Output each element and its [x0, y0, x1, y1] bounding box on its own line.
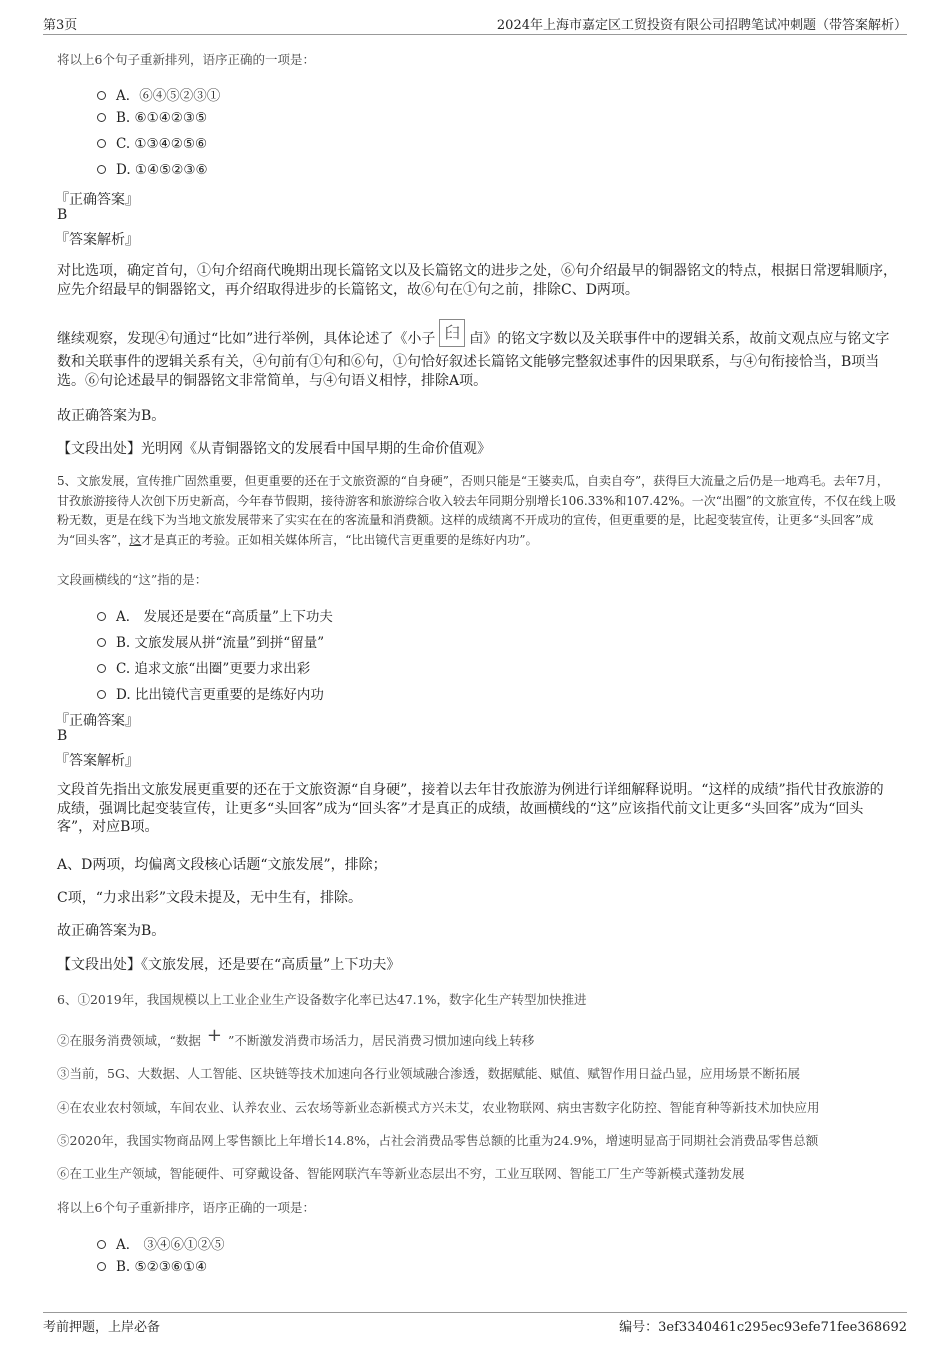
q4-analysis-label: 『答案解析』 — [55, 232, 139, 248]
q5-option-b[interactable]: B. 文旅发展从拼“流量”到拼“留量” — [97, 631, 324, 651]
q4-analysis-2: 继续观察，发现④句通过“比如”进行举例，具体论述了《小子 𦥑 卣》的铭文字数以及关联事件中的逻辑关系，故前文观点应与铭文字数和关联事件的逻辑关系有关，④句前有①句和⑥句，①句恰好叙述长篇铭文能够完整叙述事件的因果联系，与④句衔接恰当，B项当选。⑥句论述最早的铜器铭文非常简单，与④句语义相悖，排除A项。 — [57, 325, 897, 390]
q5-option-d[interactable]: D. 比出镜代言更重要的是练好内功 — [97, 683, 324, 703]
q4-answer: B — [57, 207, 68, 223]
radio-icon[interactable] — [97, 113, 106, 122]
q4-analysis-1: 对比选项，确定首句，①句介绍商代晚期出现长篇铭文以及长篇铭文的进步之处，⑥句介绍最早的铜器铭文的特点，根据日常逻辑顺序，应先介绍最早的铜器铭文，再介绍取得进步的长篇铭文，故⑥句在①句之前，排除C、D两项。 — [57, 263, 897, 298]
q4-option-b[interactable]: B. ⑥①④②③⑤ — [97, 110, 207, 126]
q5-analysis-3: C项，“力求出彩”文段未提及，无中生有，排除。 — [57, 890, 363, 906]
radio-icon[interactable] — [97, 612, 106, 621]
q4-option-d[interactable]: D. ①④⑤②③⑥ — [97, 162, 208, 178]
q6-sentence-6: ⑥在工业生产领域，智能硬件、可穿戴设备、智能网联汽车等新业态层出不穷，工业互联网、智能工厂生产等新模式蓬勃发展 — [57, 1166, 745, 1181]
page-header — [43, 12, 907, 35]
footer-id: 编号：3ef3340461c295ec93efe71fee368692 — [619, 1320, 907, 1335]
q6-sentence-4: ④在农业农村领域，车间农业、认养农业、云农场等新业态新模式方兴未艾，农业物联网、病虫害数字化防控、智能育种等新技术加快应用 — [57, 1100, 820, 1115]
q5-answer: B — [57, 728, 68, 744]
q5-analysis-4: 故正确答案为B。 — [57, 923, 166, 939]
q6-prompt: 将以上6个句子重新排序，语序正确的一项是： — [57, 1200, 315, 1215]
radio-icon[interactable] — [97, 91, 106, 100]
rare-character-image: 𦥑 — [439, 319, 465, 347]
radio-icon[interactable] — [97, 638, 106, 647]
radio-icon[interactable] — [97, 139, 106, 148]
q5-prompt: 文段画横线的“这”指的是： — [57, 572, 208, 587]
q5-source: 【文段出处】《文旅发展，还是要在“高质量”上下功夫》 — [57, 957, 401, 973]
page-footer — [43, 1312, 907, 1337]
footer-slogan: 考前押题，上岸必备 — [43, 1320, 161, 1335]
q6-option-b[interactable]: B. ⑤②③⑥①④ — [97, 1259, 207, 1275]
q5-option-a[interactable]: A． 发展还是要在“高质量”上下功夫 — [97, 605, 333, 625]
q4-answer-label: 『正确答案』 — [55, 192, 139, 208]
q5-analysis-2: A、D两项，均偏离文段核心话题“文旅发展”，排除； — [57, 857, 387, 873]
radio-icon[interactable] — [97, 1262, 106, 1271]
q5-answer-label: 『正确答案』 — [55, 713, 139, 729]
q5-option-c[interactable]: C. 追求文旅“出圈”更要力求出彩 — [97, 657, 310, 677]
q5-analysis-label: 『答案解析』 — [55, 753, 139, 769]
q4-analysis-3: 故正确答案为B。 — [57, 408, 166, 424]
radio-icon[interactable] — [97, 690, 106, 699]
q6-option-a[interactable]: A． ③④⑥①②⑤ — [97, 1233, 225, 1253]
radio-icon[interactable] — [97, 165, 106, 174]
q6-sentence-2: ②在服务消费领域，“数据 + ”不断激发消费市场活力，居民消费习惯加速向线上转移 — [57, 1025, 535, 1048]
underlined-word: 这 — [129, 532, 142, 547]
q6-sentence-1: 6、①2019年，我国规模以上工业企业生产设备数字化率已达47.1%，数字化生产转型加快推进 — [57, 992, 587, 1007]
radio-icon[interactable] — [97, 664, 106, 673]
q6-sentence-5: ⑤2020年，我国实物商品网上零售额比上年增长14.8%，占社会消费品零售总额的比重为24.9%，增速明显高于同期社会消费品零售总额 — [57, 1133, 819, 1148]
plus-symbol: + — [206, 1025, 222, 1046]
q4-prompt: 将以上6个句子重新排列，语序正确的一项是： — [57, 52, 315, 67]
q5-analysis-1: 文段首先指出文旅发展更重要的还在于文旅资源“自身硬”，接着以去年甘孜旅游为例进行详细解释说明。“这样的成绩”指代甘孜旅游的成绩，强调比起变装宣传，让更多“头回客”成为“回头客”才是真正的成绩，故画横线的“这”应该指代前文让更多“头回客”成为“回头客”，对应B项。 — [57, 782, 884, 835]
page-number: 第3页 — [43, 18, 78, 33]
radio-icon[interactable] — [97, 1240, 106, 1249]
q5-passage: 5、文旅发展，宣传推广固然重要，但更重要的还在于文旅资源的“自身硬”，否则只能是“王婆卖瓜，自卖自夸”，获得巨大流量之后仍是一地鸡毛。去年7月，甘孜旅游接待人次创下历史新高，今年春节假期，接待游客和旅游综合收入较去年同期分别增长106.33%和107.42%。一次“出圈”的文旅宣传，不仅在线上吸粉无数，更是在线下为当地文旅发展带来了实实在在的客流量和消费额。这样的成绩离不开成功的宣传，但更重要的是，比起变装宣传，让更多“头回客”成为“回头客”，这才是真正的考验。正如相关媒体所言，“比出镜代言更重要的是练好内功”。 — [57, 474, 897, 547]
doc-title: 2024年上海市嘉定区工贸投资有限公司招聘笔试冲刺题（带答案解析） — [496, 18, 907, 33]
q4-option-c[interactable]: C. ①③④②⑤⑥ — [97, 136, 207, 152]
q6-sentence-3: ③当前，5G、大数据、人工智能、区块链等技术加速向各行业领域融合渗透，数据赋能、赋值、赋智作用日益凸显，应用场景不断拓展 — [57, 1066, 800, 1081]
q4-source: 【文段出处】光明网《从青铜器铭文的发展看中国早期的生命价值观》 — [57, 441, 491, 457]
q4-option-a[interactable]: A．⑥④⑤②③① — [97, 84, 220, 104]
